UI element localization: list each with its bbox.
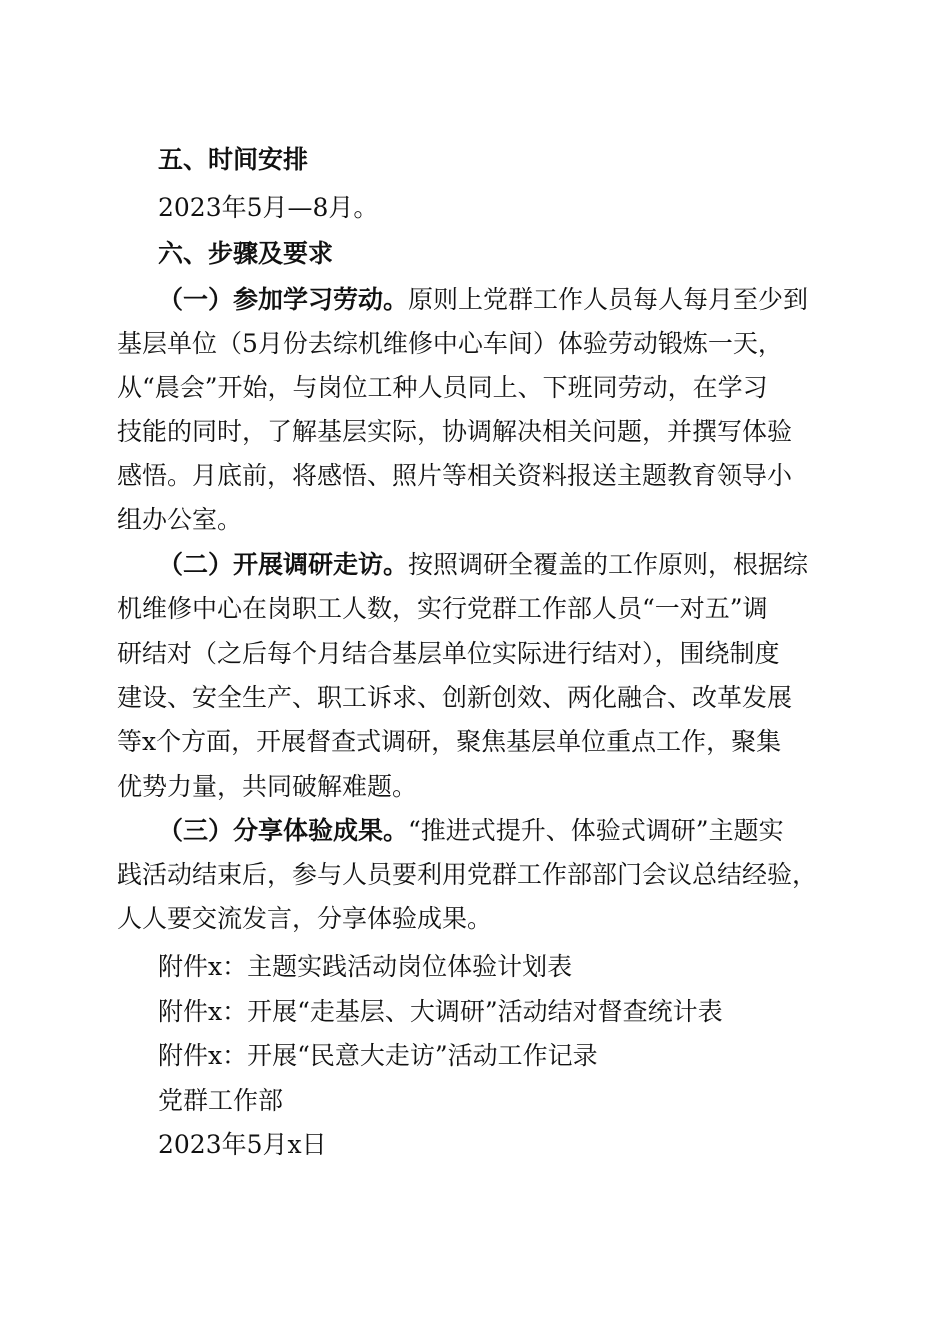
- item-two-title: （二）开展调研走访。: [158, 550, 409, 579]
- item-three-line-3: 人人要交流发言，分享体验成果。: [117, 904, 493, 933]
- attachment-3: 附件x：开展“民意大走访”活动工作记录: [158, 1041, 598, 1070]
- item-three-title: （三）分享体验成果。: [158, 816, 409, 845]
- item-two-line-4: 建设、安全生产、职工诉求、创新创效、两化融合、改革发展: [117, 683, 793, 712]
- item-three-first-rest: “推进式提升、体验式调研”主题实: [408, 816, 784, 845]
- item-one-line-3: 从“晨会”开始，与岗位工种人员同上、下班同劳动，在学习: [117, 373, 768, 402]
- item-one-line-4: 技能的同时，了解基层实际，协调解决相关问题，并撰写体验: [117, 417, 793, 446]
- item-one-first-rest: 原则上党群工作人员每人每月至少到: [408, 285, 809, 314]
- signature-date: 2023年5月x日: [158, 1130, 327, 1159]
- item-one-title: （一）参加学习劳动。: [158, 285, 409, 314]
- item-three-line-2: 践活动结束后，参与人员要利用党群工作部部门会议总结经验，: [117, 860, 818, 889]
- item-two-line-5: 等x个方面，开展督查式调研，聚焦基层单位重点工作，聚集: [117, 727, 782, 756]
- item-two-line-2: 机维修中心在岗职工人数，实行党群工作部人员“一对五”调: [117, 594, 768, 623]
- item-one-line-2: 基层单位（5月份去综机维修中心车间）体验劳动锻炼一天，: [117, 329, 783, 358]
- signature-department: 党群工作部: [158, 1086, 284, 1115]
- item-three-first-line: [0, 809, 950, 853]
- item-one-first-line: [0, 278, 950, 322]
- item-one-line-6: 组办公室。: [117, 505, 243, 534]
- section-five-text: 2023年5月—8月。: [158, 193, 379, 222]
- section-six-heading: 六、步骤及要求: [158, 239, 334, 268]
- attachment-2: 附件x：开展“走基层、大调研”活动结对督查统计表: [158, 997, 723, 1026]
- section-five-heading: 五、时间安排: [158, 145, 309, 174]
- item-two-line-6: 优势力量，共同破解难题。: [117, 772, 418, 801]
- item-one-line-5: 感悟。月底前，将感悟、照片等相关资料报送主题教育领导小: [117, 461, 793, 490]
- attachment-1: 附件x：主题实践活动岗位体验计划表: [158, 952, 573, 981]
- item-two-first-line: [0, 543, 950, 587]
- item-two-line-3: 研结对（之后每个月结合基层单位实际进行结对），围绕制度: [117, 639, 780, 668]
- item-two-first-rest: 按照调研全覆盖的工作原则，根据综: [408, 550, 809, 579]
